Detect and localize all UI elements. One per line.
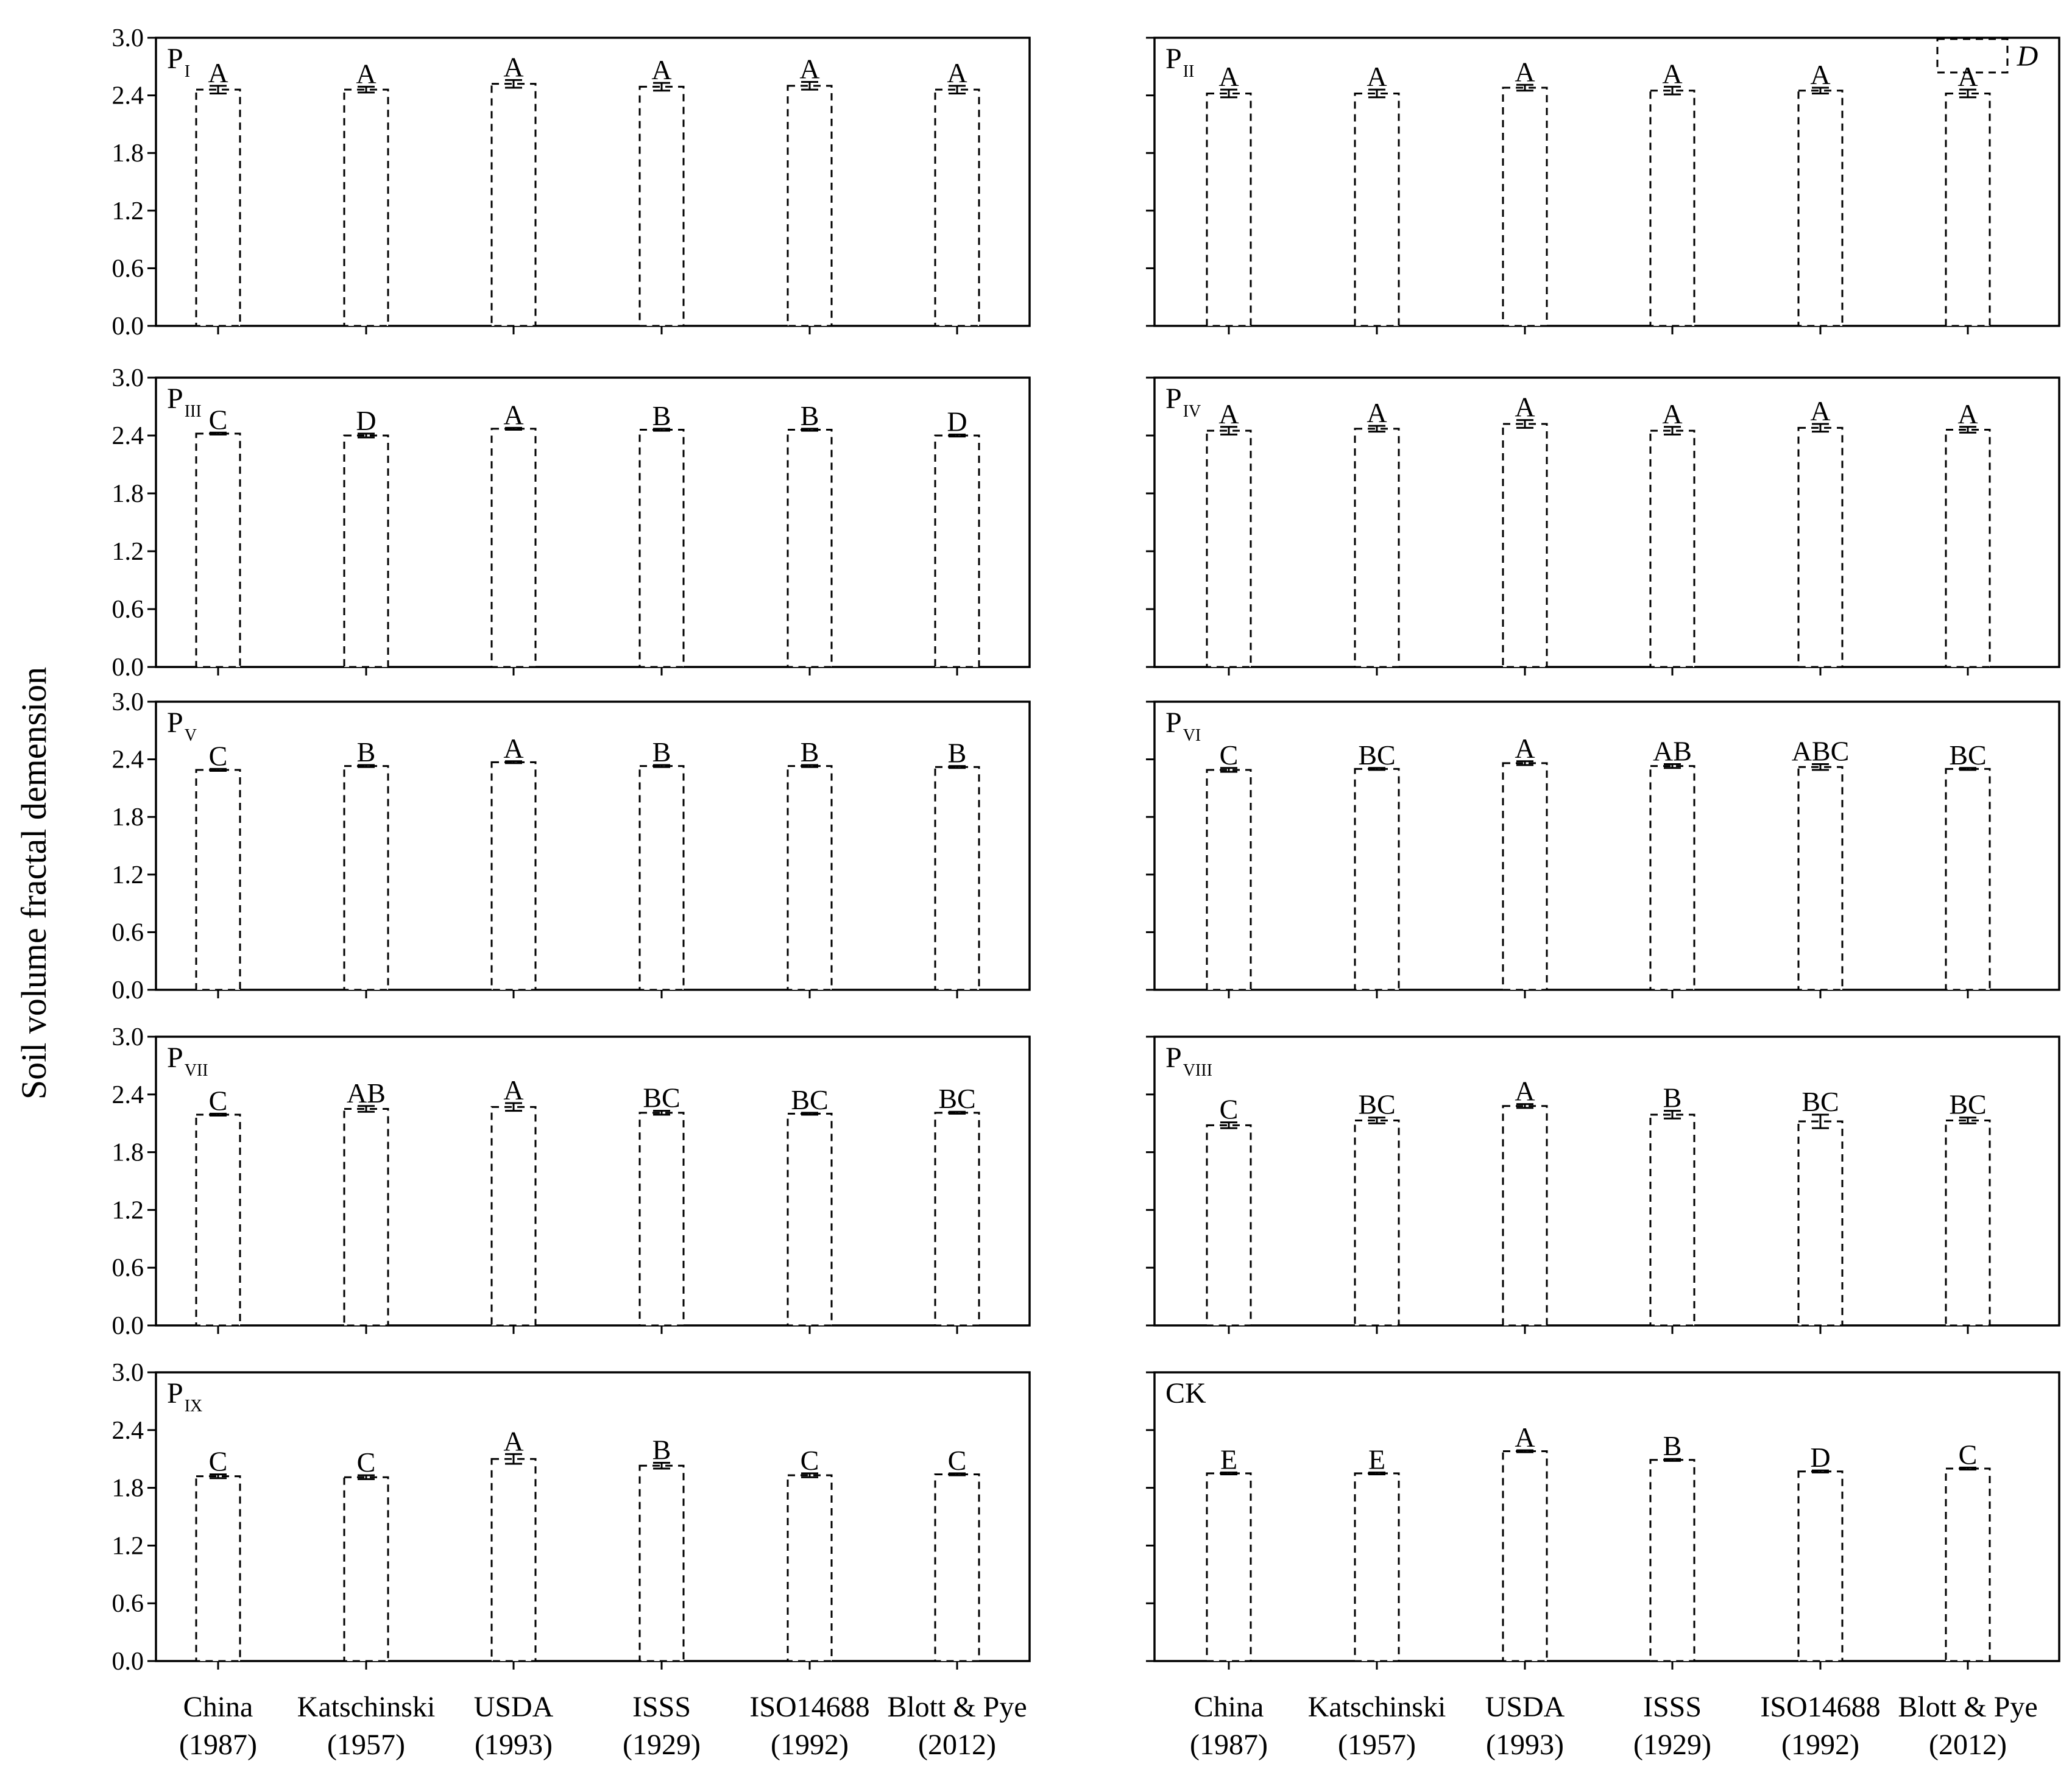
bar — [1946, 769, 1990, 990]
bar — [196, 434, 240, 667]
bar — [196, 770, 240, 990]
y-tick-label: 1.2 — [111, 1532, 144, 1561]
significance-letter: D — [1810, 1442, 1831, 1473]
y-tick-label: 2.4 — [111, 1416, 144, 1445]
significance-letter: A — [1662, 398, 1683, 429]
panel-frame — [156, 1037, 1030, 1325]
y-axis-label: Soil volume fractal demension — [14, 666, 54, 1100]
y-tick-label: 3.0 — [111, 1359, 144, 1387]
bar — [1798, 767, 1842, 990]
bar — [1503, 1452, 1547, 1661]
y-tick-label: 3.0 — [111, 24, 144, 52]
bar — [344, 766, 388, 990]
x-tick-label: USDA — [473, 1691, 554, 1723]
significance-letter: A — [1367, 397, 1387, 429]
x-tick-label-year: (1929) — [1633, 1729, 1711, 1761]
panel-pvii — [112, 1023, 1030, 1340]
significance-letter: B — [652, 1434, 671, 1466]
significance-letter: A — [1515, 391, 1535, 423]
bar — [640, 1113, 684, 1325]
significance-letter: BC — [938, 1083, 976, 1115]
panel-label: $P_{II}$ — [1165, 43, 1195, 81]
panel-grid — [112, 24, 2060, 1761]
significance-letter: A — [1957, 61, 1978, 93]
significance-letter: BC — [791, 1084, 829, 1115]
panel-label: $P_{IV}$ — [1165, 383, 1201, 421]
y-tick-label: 1.2 — [111, 197, 144, 225]
y-tick-label: 1.8 — [111, 1474, 144, 1503]
bar — [935, 767, 979, 990]
y-tick-label: 0.0 — [111, 976, 144, 1004]
y-tick-label: 0.6 — [111, 919, 144, 947]
panel-piii — [112, 364, 1030, 682]
significance-letter: C — [208, 1085, 228, 1117]
x-tick-label: Katschinski — [297, 1691, 436, 1723]
significance-letter: BC — [1802, 1085, 1839, 1117]
x-tick-label-year: (1929) — [623, 1729, 701, 1761]
bar — [935, 1113, 979, 1325]
significance-letter: AB — [1653, 735, 1692, 767]
significance-letter: A — [1367, 61, 1387, 93]
bar — [935, 1474, 979, 1661]
significance-letter: A — [799, 53, 820, 85]
y-tick-label: 1.8 — [111, 139, 144, 168]
significance-letter: B — [652, 400, 671, 431]
bar — [1798, 1472, 1842, 1661]
bar — [640, 86, 684, 326]
bar — [935, 436, 979, 667]
bar — [196, 90, 240, 326]
panel-pv — [112, 688, 1030, 1004]
y-tick-label: 3.0 — [111, 688, 144, 716]
significance-letter: A — [356, 58, 377, 90]
significance-letter: C — [800, 1444, 819, 1476]
bar — [1798, 91, 1842, 326]
significance-letter: B — [947, 737, 967, 769]
panel-frame — [1154, 38, 2059, 326]
x-tick-label: Katschinski — [1307, 1691, 1446, 1723]
significance-letter: B — [800, 400, 819, 431]
significance-letter: A — [1515, 732, 1535, 764]
significance-letter: D — [947, 406, 967, 437]
bar — [1503, 424, 1547, 667]
legend-label: D — [2017, 40, 2038, 72]
panel-label: $P_{III}$ — [167, 383, 202, 421]
panel-label: $P_{IX}$ — [167, 1377, 203, 1416]
significance-letter: A — [1662, 58, 1683, 90]
y-tick-label: 2.4 — [111, 422, 144, 450]
bar — [492, 1107, 536, 1325]
bar — [1650, 91, 1694, 326]
significance-letter: B — [1663, 1430, 1682, 1462]
significance-letter: B — [800, 736, 819, 768]
panel-frame — [1154, 702, 2059, 990]
bar — [1946, 1469, 1990, 1661]
significance-letter: C — [1219, 739, 1239, 771]
bar — [788, 86, 832, 326]
bar — [788, 1113, 832, 1325]
bar — [1503, 1106, 1547, 1325]
significance-letter: BC — [1949, 739, 1987, 771]
significance-letter: C — [208, 1445, 228, 1477]
bar — [1503, 88, 1547, 326]
bar — [1650, 1115, 1694, 1325]
bar — [1946, 1120, 1990, 1325]
significance-letter: A — [208, 57, 228, 88]
x-tick-label: ISO14688 — [749, 1691, 870, 1723]
panel-frame — [156, 1372, 1030, 1661]
significance-letter: BC — [1949, 1088, 1987, 1120]
panel-frame — [1154, 1372, 2059, 1661]
significance-letter: BC — [1358, 1088, 1396, 1120]
bar — [1355, 429, 1399, 667]
panel-frame — [1154, 1037, 2059, 1325]
significance-letter: A — [947, 57, 967, 88]
bar — [640, 430, 684, 668]
y-tick-label: 2.4 — [111, 1081, 144, 1109]
significance-letter: C — [1219, 1093, 1239, 1125]
significance-letter: ABC — [1791, 735, 1850, 767]
y-tick-label: 3.0 — [111, 1023, 144, 1051]
significance-letter: A — [651, 54, 672, 86]
y-tick-label: 0.0 — [111, 312, 144, 340]
bar — [344, 436, 388, 667]
legend — [1937, 39, 2038, 72]
significance-letter: A — [1810, 58, 1831, 90]
panel-pii — [1146, 38, 2059, 334]
y-tick-label: 2.4 — [111, 746, 144, 774]
significance-letter: AB — [347, 1077, 386, 1109]
x-tick-label: ISSS — [1642, 1691, 1702, 1723]
significance-letter: C — [356, 1447, 376, 1478]
significance-letter: B — [356, 736, 376, 768]
panel-label: CK — [1165, 1377, 1206, 1409]
bar — [344, 90, 388, 326]
bar — [1207, 1473, 1251, 1661]
bar — [196, 1476, 240, 1661]
x-tick-label: ISSS — [632, 1691, 691, 1723]
bar — [1355, 1473, 1399, 1661]
significance-letter: BC — [643, 1082, 681, 1113]
panel-pvi — [1146, 702, 2059, 998]
y-tick-label: 1.8 — [111, 480, 144, 508]
bar — [1503, 763, 1547, 990]
significance-letter: D — [356, 404, 377, 436]
x-tick-label-year: (1992) — [771, 1729, 849, 1761]
x-tick-label-year: (1992) — [1781, 1729, 1859, 1761]
bar — [640, 766, 684, 990]
significance-letter: E — [1368, 1444, 1386, 1475]
y-tick-label: 2.4 — [111, 82, 144, 110]
significance-letter: A — [1218, 61, 1239, 93]
y-tick-label: 0.0 — [111, 1312, 144, 1340]
significance-letter: BC — [1358, 739, 1396, 771]
bar — [1650, 431, 1694, 667]
x-tick-label: China — [1193, 1691, 1264, 1723]
bar — [344, 1109, 388, 1326]
bar — [492, 429, 536, 667]
x-tick-label-year: (1957) — [1338, 1729, 1416, 1761]
significance-letter: A — [1515, 1421, 1535, 1453]
x-tick-label: Blott & Pye — [1898, 1691, 2038, 1723]
bar — [1650, 766, 1694, 990]
significance-letter: A — [503, 51, 524, 83]
bar — [492, 1459, 536, 1661]
bar — [935, 90, 979, 326]
bar — [1207, 431, 1251, 667]
bar — [640, 1466, 684, 1661]
x-tick-label-year: (1957) — [327, 1729, 405, 1761]
bar — [1798, 1121, 1842, 1325]
y-tick-label: 1.2 — [111, 1196, 144, 1225]
bar — [1946, 93, 1990, 326]
panel-pix — [112, 1359, 1030, 1676]
significance-letter: B — [652, 736, 671, 768]
y-tick-label: 0.0 — [111, 1648, 144, 1676]
bar — [788, 430, 832, 668]
panel-pi — [112, 24, 1030, 340]
x-tick-label-year: (1993) — [1486, 1729, 1564, 1761]
panel-label: $P_{VIII}$ — [1165, 1042, 1212, 1080]
significance-letter: A — [503, 1425, 524, 1457]
y-tick-label: 0.6 — [111, 1254, 144, 1283]
x-tick-label-year: (1987) — [1190, 1729, 1268, 1761]
y-tick-label: 1.8 — [111, 1138, 144, 1167]
significance-letter: B — [1663, 1082, 1682, 1113]
y-tick-label: 1.2 — [111, 861, 144, 889]
bar — [1207, 770, 1251, 990]
bar — [1798, 428, 1842, 667]
bar — [1650, 1460, 1694, 1661]
x-tick-label: USDA — [1485, 1691, 1565, 1723]
panel-frame — [156, 378, 1030, 667]
y-tick-label: 0.6 — [111, 255, 144, 283]
panel-pviii — [1146, 1037, 2059, 1334]
y-tick-label: 1.8 — [111, 803, 144, 832]
panel-label: $P_{VI}$ — [1165, 707, 1201, 745]
significance-letter: A — [1218, 398, 1239, 429]
significance-letter: A — [1810, 395, 1831, 426]
y-tick-label: 1.2 — [111, 538, 144, 566]
bar — [788, 1475, 832, 1661]
significance-letter: C — [208, 404, 228, 436]
significance-letter: E — [1220, 1444, 1238, 1475]
bar — [1355, 769, 1399, 990]
x-tick-label-year: (2012) — [1929, 1729, 2007, 1761]
x-tick-label: China — [183, 1691, 253, 1723]
panel-ck — [1146, 1372, 2059, 1670]
panel-piv — [1146, 378, 2059, 676]
y-tick-label: 0.0 — [111, 654, 144, 682]
bar — [196, 1115, 240, 1325]
panel-frame — [156, 38, 1030, 326]
panel-frame — [1154, 378, 2059, 667]
bar — [1355, 1120, 1399, 1325]
panel-label: $P_V$ — [167, 707, 197, 745]
bar — [492, 762, 536, 990]
significance-letter: A — [503, 399, 524, 431]
x-tick-label: Blott & Pye — [887, 1691, 1027, 1723]
bar — [1355, 93, 1399, 326]
x-tick-label-year: (1993) — [475, 1729, 553, 1761]
y-tick-label: 0.6 — [111, 1590, 144, 1618]
panel-frame — [156, 702, 1030, 990]
y-tick-label: 3.0 — [111, 364, 144, 392]
bar — [788, 766, 832, 990]
bar — [492, 84, 536, 326]
y-tick-label: 0.6 — [111, 596, 144, 624]
bar — [1207, 1125, 1251, 1325]
bar — [344, 1477, 388, 1661]
x-tick-label-year: (1987) — [179, 1729, 257, 1761]
panel-label: $P_{VII}$ — [167, 1042, 208, 1080]
significance-letter: C — [947, 1444, 967, 1476]
significance-letter: A — [503, 732, 524, 764]
significance-letter: A — [1515, 56, 1535, 88]
significance-letter: C — [208, 740, 228, 772]
x-tick-label-year: (2012) — [918, 1729, 996, 1761]
x-tick-label: ISO14688 — [1760, 1691, 1881, 1723]
significance-letter: A — [1957, 398, 1978, 429]
bar — [1207, 93, 1251, 326]
bar — [1946, 430, 1990, 668]
significance-letter: C — [1958, 1439, 1978, 1470]
significance-letter: A — [503, 1074, 524, 1106]
panel-label: $P_I$ — [167, 43, 191, 81]
significance-letter: A — [1515, 1075, 1535, 1107]
